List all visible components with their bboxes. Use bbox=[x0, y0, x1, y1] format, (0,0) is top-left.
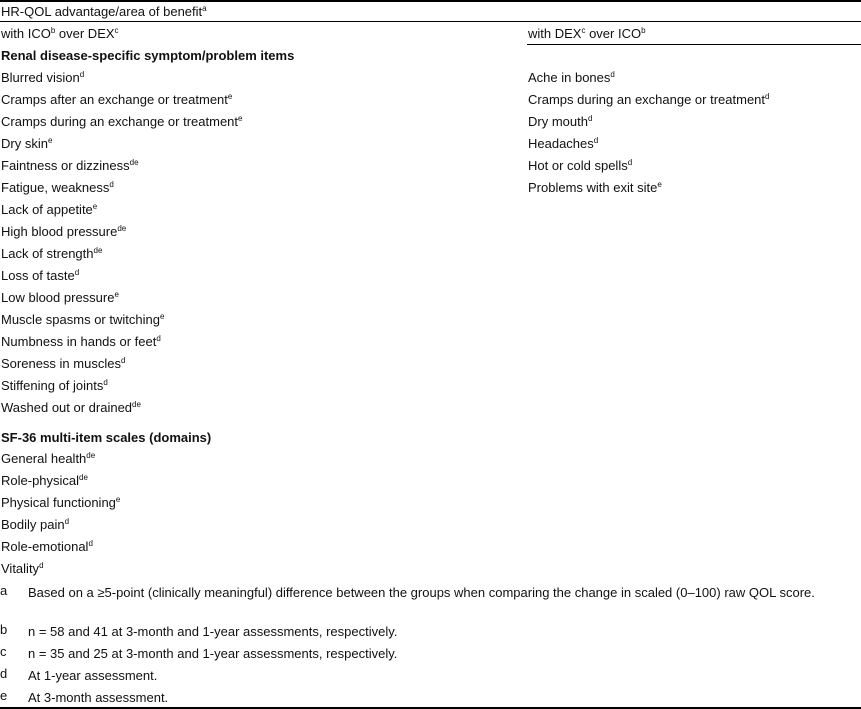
list-item bbox=[1, 225, 126, 238]
list-item-sup: de bbox=[132, 400, 141, 409]
list-item-sup: e bbox=[114, 290, 119, 299]
list-item-text: Faintness or dizziness bbox=[1, 158, 130, 173]
list-item bbox=[1, 291, 119, 304]
list-item-sup: d bbox=[593, 136, 599, 145]
list-item-sup: d bbox=[627, 158, 633, 167]
list-item bbox=[1, 518, 69, 531]
col1-header-sup2: c bbox=[114, 26, 119, 35]
list-item-sup: e bbox=[47, 136, 53, 145]
list-item bbox=[528, 159, 632, 172]
footnote-text: n = 35 and 25 at 3-month and 1-year assessments, respectively. bbox=[28, 646, 398, 661]
list-item-sup: d bbox=[39, 561, 44, 570]
list-item-sup: e bbox=[115, 495, 121, 504]
list-item-text: Physical functioning bbox=[1, 495, 116, 510]
list-item bbox=[528, 181, 662, 194]
list-item-text: Ache in bones bbox=[528, 70, 611, 85]
list-item bbox=[1, 357, 125, 370]
col2-header-rule bbox=[527, 44, 861, 45]
col2-header-b: over ICO bbox=[585, 26, 642, 41]
list-item-sup: d bbox=[120, 356, 126, 365]
col1-header-a: with ICO bbox=[1, 26, 51, 41]
list-item bbox=[528, 71, 615, 84]
section2-title: SF-36 multi-item scales (domains) bbox=[1, 430, 212, 445]
col2-header-sup1: c bbox=[581, 26, 586, 35]
list-item-sup: de bbox=[86, 451, 96, 460]
list-item bbox=[528, 115, 592, 128]
section1-title: Renal disease-specific symptom/problem items bbox=[1, 48, 295, 63]
list-item-text: Headaches bbox=[528, 136, 594, 151]
footnote-text: n = 58 and 41 at 3-month and 1-year assessments, respectively. bbox=[28, 624, 398, 639]
list-item-sup: e bbox=[238, 114, 243, 123]
col2-header-a: with DEX bbox=[528, 26, 582, 41]
list-item bbox=[1, 401, 141, 414]
list-item-sup: d bbox=[587, 114, 593, 123]
list-item-text: Dry skin bbox=[1, 136, 48, 151]
list-item-text: Problems with exit site bbox=[528, 180, 658, 195]
list-item-sup: d bbox=[88, 539, 93, 548]
list-item-text: Role-emotional bbox=[1, 539, 89, 554]
list-item bbox=[1, 137, 52, 150]
list-item bbox=[1, 562, 44, 575]
list-item bbox=[528, 93, 769, 106]
table-title bbox=[1, 5, 207, 18]
header-rule bbox=[0, 21, 861, 22]
list-item bbox=[1, 313, 164, 326]
list-item-text: Muscle spasms or twitching bbox=[1, 312, 160, 327]
col1-header-b: over DEX bbox=[55, 26, 115, 41]
list-item-sup: e bbox=[227, 92, 233, 101]
list-item-sup: d bbox=[610, 70, 615, 79]
list-item-text: Dry mouth bbox=[528, 114, 588, 129]
footnote-key: a bbox=[0, 583, 8, 598]
col1-header bbox=[1, 27, 119, 40]
list-item-sup: de bbox=[93, 246, 103, 255]
list-item-text: Blurred vision bbox=[1, 70, 80, 85]
list-item-text: Role-physical bbox=[1, 473, 80, 488]
table-title-sup: a bbox=[202, 4, 207, 13]
list-item bbox=[528, 137, 598, 150]
list-item-sup: d bbox=[103, 378, 108, 387]
list-item bbox=[1, 269, 79, 282]
list-item-sup: e bbox=[657, 180, 662, 189]
list-item-text: Vitality bbox=[1, 561, 40, 576]
list-item-sup: de bbox=[129, 158, 139, 167]
list-item bbox=[1, 93, 232, 106]
list-item-text: Lack of strength bbox=[1, 246, 94, 261]
list-item bbox=[1, 203, 97, 216]
list-item-text: Bodily pain bbox=[1, 517, 65, 532]
list-item-text: General health bbox=[1, 451, 87, 466]
footnote-key: e bbox=[0, 688, 8, 703]
list-item-sup: e bbox=[159, 312, 165, 321]
col2-header-sup2: b bbox=[641, 26, 646, 35]
list-item bbox=[1, 71, 84, 84]
list-item bbox=[1, 159, 139, 172]
list-item-sup: de bbox=[79, 473, 88, 482]
list-item bbox=[1, 379, 108, 392]
list-item-text: Lack of appetite bbox=[1, 202, 93, 217]
list-item-sup: e bbox=[92, 202, 98, 211]
footnote-key: b bbox=[0, 622, 8, 637]
footnote-text: At 3-month assessment. bbox=[28, 690, 169, 705]
list-item-sup: d bbox=[64, 517, 70, 526]
list-item bbox=[1, 115, 242, 128]
list-item bbox=[1, 335, 161, 348]
list-item-text: Cramps after an exchange or treatment bbox=[1, 92, 228, 107]
col2-header bbox=[528, 27, 646, 40]
list-item-sup: d bbox=[74, 268, 80, 277]
list-item bbox=[1, 247, 102, 260]
list-item-sup: d bbox=[765, 92, 770, 101]
list-item bbox=[1, 496, 120, 509]
col1-header-sup1: b bbox=[50, 26, 56, 35]
list-item-text: High blood pressure bbox=[1, 224, 118, 239]
list-item-text: Hot or cold spells bbox=[528, 158, 628, 173]
top-rule bbox=[0, 0, 861, 2]
footnote-text: Based on a ≥5-point (clinically meaningful) difference between the groups when comparing the change in scaled (0–100) raw QOL score. bbox=[28, 585, 815, 600]
list-item-text: Stiffening of joints bbox=[1, 378, 104, 393]
list-item bbox=[1, 540, 93, 553]
list-item-text: Soreness in muscles bbox=[1, 356, 121, 371]
list-item-text: Cramps during an exchange or treatment bbox=[1, 114, 239, 129]
list-item-text: Cramps during an exchange or treatment bbox=[528, 92, 766, 107]
list-item-text: Low blood pressure bbox=[1, 290, 115, 305]
list-item bbox=[1, 181, 114, 194]
table-title-text: HR-QOL advantage/area of benefit bbox=[1, 4, 203, 19]
footnote-text: At 1-year assessment. bbox=[28, 668, 158, 683]
list-item-sup: d bbox=[109, 180, 114, 189]
list-item bbox=[1, 452, 95, 465]
list-item-sup: de bbox=[117, 224, 127, 233]
list-item bbox=[1, 474, 88, 487]
list-item-sup: d bbox=[156, 334, 161, 343]
footnote-key: c bbox=[0, 644, 7, 659]
list-item-text: Loss of taste bbox=[1, 268, 75, 283]
list-item-text: Washed out or drained bbox=[1, 400, 133, 415]
list-item-text: Fatigue, weakness bbox=[1, 180, 110, 195]
list-item-sup: d bbox=[79, 70, 85, 79]
list-item-text: Numbness in hands or feet bbox=[1, 334, 157, 349]
footnote-key: d bbox=[0, 666, 8, 681]
